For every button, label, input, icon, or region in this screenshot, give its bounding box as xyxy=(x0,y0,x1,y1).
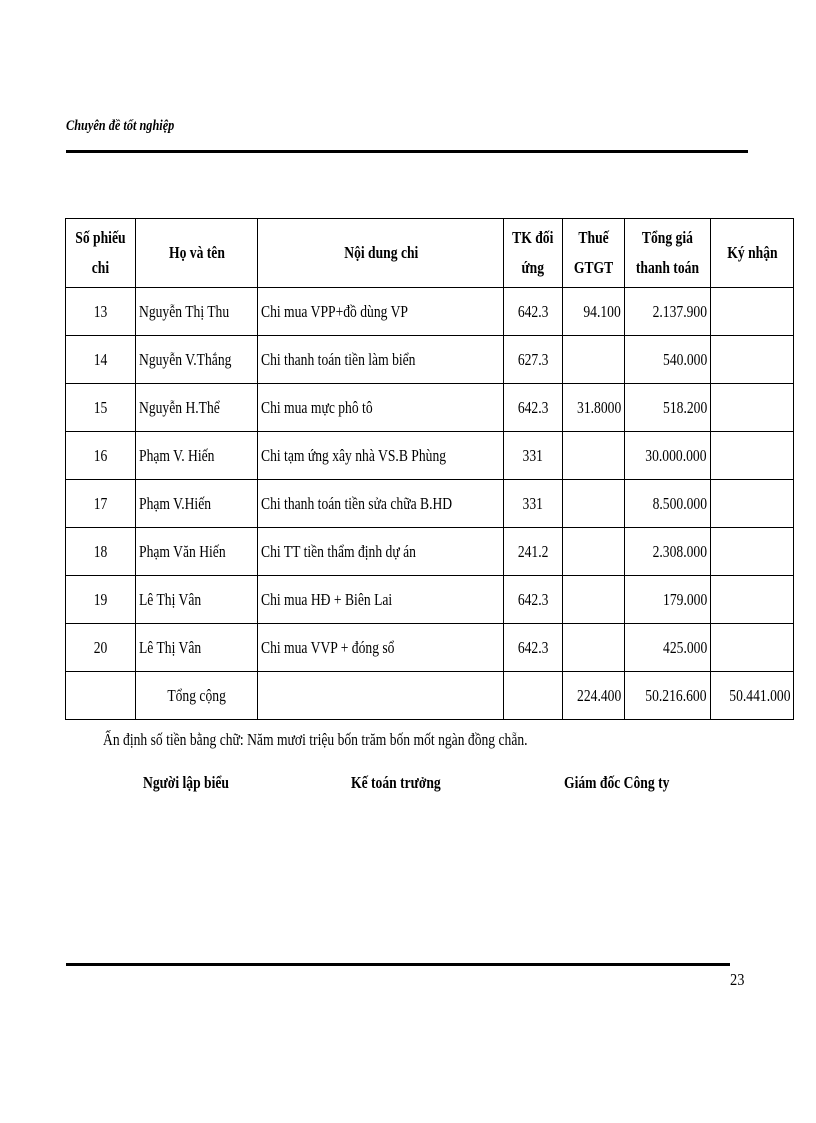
total-amount-cell: 2.308.000 xyxy=(625,528,711,576)
total-amount-cell: 30.000.000 xyxy=(625,432,711,480)
description-cell: Chi mua VVP + đóng sổ xyxy=(258,624,504,672)
payee-name-cell: Lê Thị Vân xyxy=(135,576,258,624)
vat-cell xyxy=(562,624,624,672)
header-thue-gtgt: Thuế GTGT xyxy=(562,219,624,288)
account-cell: 241.2 xyxy=(504,528,563,576)
amount-in-words: Ấn định số tiền bằng chữ: Năm mươi triệu bốn trăm bốn mốt ngàn đồng chẵn. xyxy=(103,730,528,749)
account-cell: 642.3 xyxy=(504,384,563,432)
signature-cell xyxy=(710,288,794,336)
total-amount-cell: 540.000 xyxy=(625,336,711,384)
header-tk-doi-ung: TK đối ứng xyxy=(504,219,563,288)
payee-name-cell: Nguyễn Thị Thu xyxy=(135,288,258,336)
payee-name-cell: Phạm V. Hiến xyxy=(135,432,258,480)
table-row xyxy=(66,384,794,432)
voucher-number-cell: 17 xyxy=(66,480,136,528)
description-cell: Chi tạm ứng xây nhà VS.B Phùng xyxy=(258,432,504,480)
signature-cell xyxy=(710,384,794,432)
expense-voucher-table xyxy=(65,218,794,720)
description-cell: Chi TT tiền thẩm định dự án xyxy=(258,528,504,576)
total-amount-cell: 8.500.000 xyxy=(625,480,711,528)
vat-cell xyxy=(562,528,624,576)
account-cell: 642.3 xyxy=(504,624,563,672)
total-empty-cell xyxy=(66,672,136,720)
total-amount-cell: 50.216.600 xyxy=(625,672,711,720)
total-row xyxy=(66,672,794,720)
voucher-number-cell: 20 xyxy=(66,624,136,672)
table-row xyxy=(66,528,794,576)
page-number: 23 xyxy=(730,970,745,989)
signature-preparer: Người lập biểu xyxy=(143,773,229,792)
table-row xyxy=(66,288,794,336)
voucher-number-cell: 13 xyxy=(66,288,136,336)
table-row xyxy=(66,624,794,672)
total-signature-cell: 50.441.000 xyxy=(710,672,794,720)
account-cell: 331 xyxy=(504,432,563,480)
document-header-title: Chuyên đề tốt nghiệp xyxy=(66,118,175,134)
signature-cell xyxy=(710,432,794,480)
vat-cell xyxy=(562,336,624,384)
total-vat-cell: 224.400 xyxy=(562,672,624,720)
total-amount-cell: 179.000 xyxy=(625,576,711,624)
header-ho-ten: Họ và tên xyxy=(135,219,258,288)
voucher-number-cell: 14 xyxy=(66,336,136,384)
account-cell: 331 xyxy=(504,480,563,528)
payee-name-cell: Phạm Văn Hiến xyxy=(135,528,258,576)
table-row xyxy=(66,480,794,528)
total-amount-cell: 518.200 xyxy=(625,384,711,432)
header-ky-nhan: Ký nhận xyxy=(710,219,794,288)
vat-cell: 31.8000 xyxy=(562,384,624,432)
total-amount-cell: 2.137.900 xyxy=(625,288,711,336)
header-so-phieu: Số phiếu chi xyxy=(66,219,136,288)
total-label-cell: Tổng cộng xyxy=(135,672,258,720)
signature-cell xyxy=(710,336,794,384)
header-rule xyxy=(66,150,748,153)
payee-name-cell: Lê Thị Vân xyxy=(135,624,258,672)
signature-cell xyxy=(710,624,794,672)
total-amount-cell: 425.000 xyxy=(625,624,711,672)
table-header-row xyxy=(66,219,794,288)
signature-director: Giám đốc Công ty xyxy=(564,773,670,792)
vat-cell xyxy=(562,480,624,528)
voucher-number-cell: 16 xyxy=(66,432,136,480)
voucher-number-cell: 15 xyxy=(66,384,136,432)
total-empty-cell xyxy=(504,672,563,720)
table-row xyxy=(66,576,794,624)
account-cell: 642.3 xyxy=(504,288,563,336)
description-cell: Chi thanh toán tiền làm biển xyxy=(258,336,504,384)
vat-cell xyxy=(562,432,624,480)
signature-cell xyxy=(710,528,794,576)
vat-cell xyxy=(562,576,624,624)
table-row xyxy=(66,432,794,480)
payee-name-cell: Nguyễn H.Thể xyxy=(135,384,258,432)
voucher-number-cell: 18 xyxy=(66,528,136,576)
signature-chief-accountant: Kế toán trưởng xyxy=(351,773,441,792)
description-cell: Chi mua VPP+đồ dùng VP xyxy=(258,288,504,336)
payee-name-cell: Phạm V.Hiến xyxy=(135,480,258,528)
footer-rule xyxy=(66,963,730,966)
signature-cell xyxy=(710,576,794,624)
description-cell: Chi mua mực phô tô xyxy=(258,384,504,432)
table-row xyxy=(66,336,794,384)
header-noi-dung: Nội dung chi xyxy=(258,219,504,288)
voucher-number-cell: 19 xyxy=(66,576,136,624)
description-cell: Chi thanh toán tiền sửa chữa B.HD xyxy=(258,480,504,528)
total-empty-cell xyxy=(258,672,504,720)
vat-cell: 94.100 xyxy=(562,288,624,336)
account-cell: 642.3 xyxy=(504,576,563,624)
payee-name-cell: Nguyễn V.Thắng xyxy=(135,336,258,384)
account-cell: 627.3 xyxy=(504,336,563,384)
signature-cell xyxy=(710,480,794,528)
description-cell: Chi mua HĐ + Biên Lai xyxy=(258,576,504,624)
header-tong-gia: Tổng giá thanh toán xyxy=(625,219,711,288)
